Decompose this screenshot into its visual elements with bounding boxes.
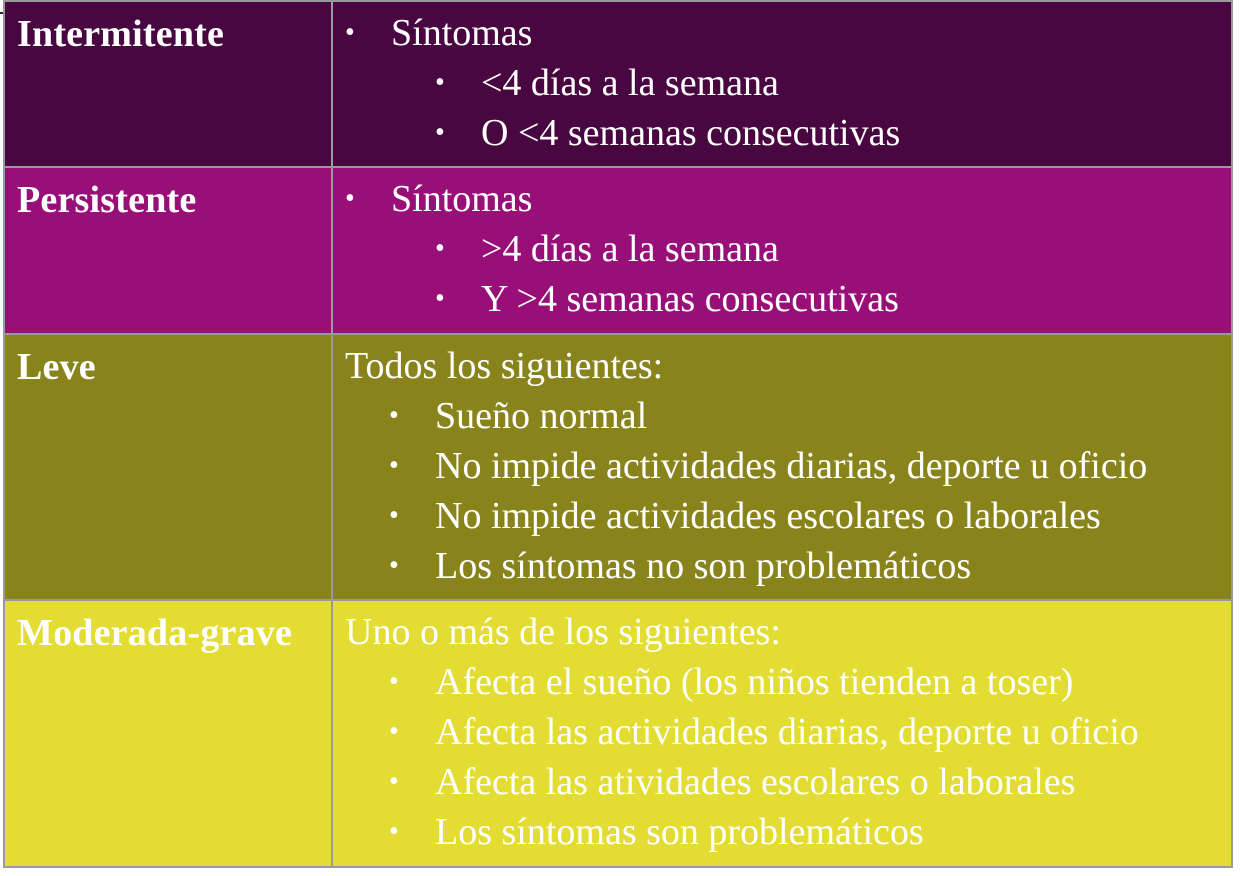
bullet-icon: • [345, 17, 355, 48]
list-item [345, 224, 1231, 274]
bullet-icon: • [389, 500, 399, 531]
label-cell [4, 334, 332, 600]
bullet-icon: • [389, 666, 399, 697]
bullet-icon: • [389, 766, 399, 797]
row-label: Leve [17, 346, 96, 388]
bullet-icon: • [435, 233, 445, 264]
row-moderada-grave [4, 600, 1232, 867]
list-item [345, 174, 1231, 224]
list-item [345, 657, 1231, 707]
row-label: Moderada-grave [17, 612, 293, 654]
list-item-text: Los síntomas no son problemáticos [435, 545, 972, 587]
row-leve [4, 334, 1232, 600]
list-item [345, 391, 1231, 441]
content-cell [332, 600, 1232, 867]
bullet-icon: • [389, 400, 399, 431]
list-item-text: <4 días a la semana [481, 62, 779, 104]
classification-table [3, 0, 1233, 868]
bullet-icon: • [345, 183, 355, 214]
list-item [345, 757, 1231, 807]
list-intro: Todos los siguientes: [345, 345, 664, 387]
cell-content [333, 335, 1231, 591]
list-intro: Uno o más de los siguientes: [345, 611, 781, 653]
label-cell [4, 600, 332, 867]
content-cell [332, 1, 1232, 167]
list-item-text: Y >4 semanas consecutivas [481, 278, 899, 320]
row-label: Intermitente [17, 13, 225, 55]
list-item [345, 491, 1231, 541]
list-item-text: Sueño normal [435, 395, 648, 437]
list-item [345, 8, 1231, 58]
list-item-text: Los síntomas son problemáticos [435, 811, 924, 853]
bullet-icon: • [389, 550, 399, 581]
row-intermitente [4, 1, 1232, 167]
cell-content [333, 168, 1231, 324]
label-cell [4, 167, 332, 334]
bullet-icon: • [435, 117, 445, 148]
list-item [345, 274, 1231, 324]
content-cell [332, 167, 1232, 334]
list-item-text: Síntomas [391, 12, 533, 54]
bullet-icon: • [435, 67, 445, 98]
list-item-text: Afecta las atividades escolares o laborales [435, 761, 1076, 803]
list-item-text: O <4 semanas consecutivas [481, 112, 901, 154]
list-item [345, 807, 1231, 857]
list-item [345, 441, 1231, 491]
list-item-text: No impide actividades diarias, deporte u oficio [435, 445, 1148, 487]
bullet-icon: • [389, 716, 399, 747]
list-item [345, 707, 1231, 757]
label-cell [4, 1, 332, 167]
list-item-text: Afecta las actividades diarias, deporte u oficio [435, 711, 1139, 753]
list-item [345, 541, 1231, 591]
bullet-icon: • [389, 816, 399, 847]
bullet-icon: • [389, 450, 399, 481]
list-item-text: >4 días a la semana [481, 228, 779, 270]
list-item-text: Afecta el sueño (los niños tienden a toser) [435, 661, 1074, 703]
row-persistente [4, 167, 1232, 334]
cell-content [333, 2, 1231, 158]
list-item-text: Síntomas [391, 178, 533, 220]
list-item [345, 58, 1231, 108]
list-item [345, 108, 1231, 158]
bullet-icon: • [435, 283, 445, 314]
cell-content [333, 601, 1231, 857]
content-cell [332, 334, 1232, 600]
row-label: Persistente [17, 179, 197, 221]
list-item-text: No impide actividades escolares o laborales [435, 495, 1101, 537]
